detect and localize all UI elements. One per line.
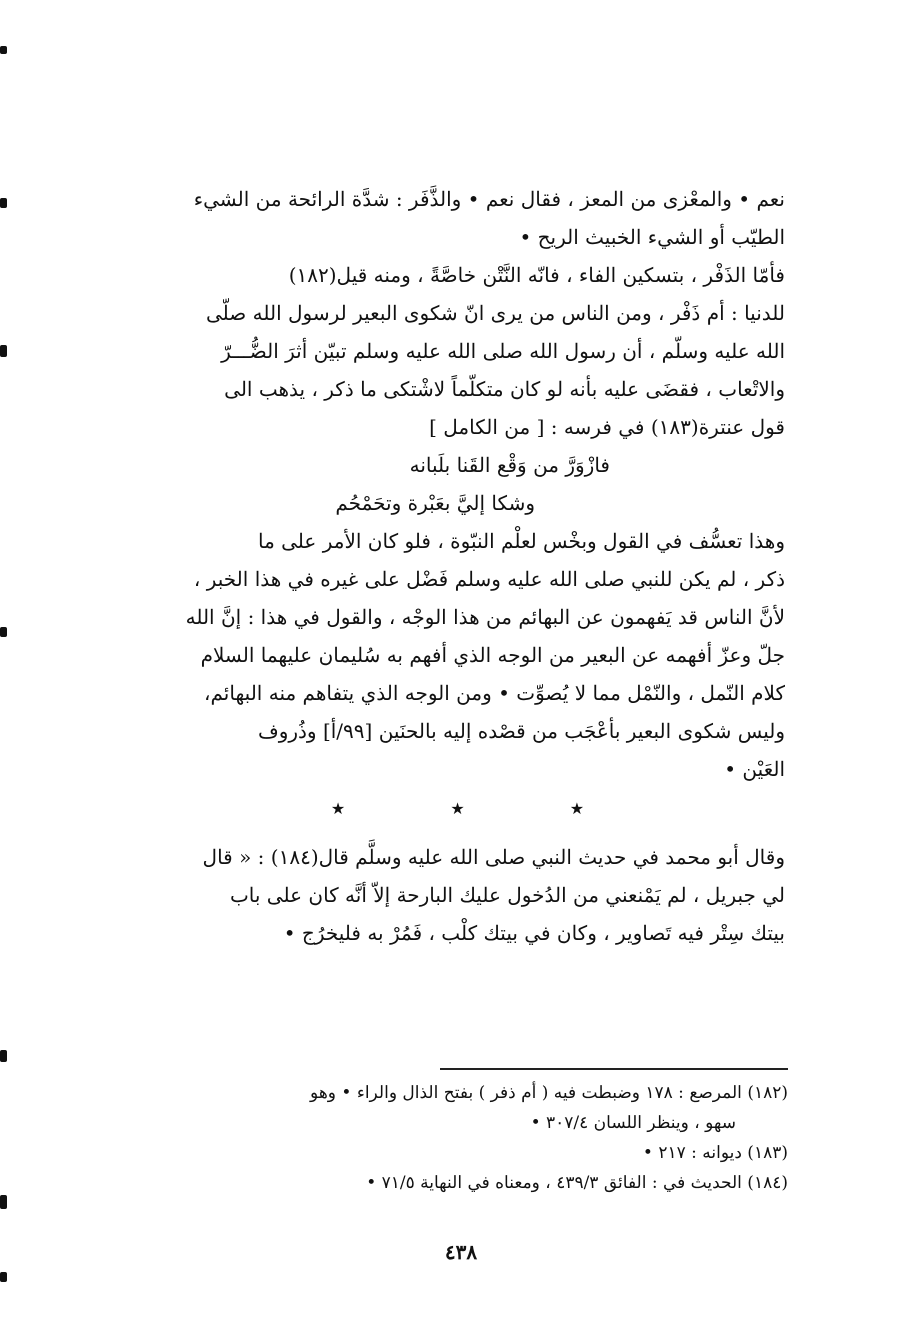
- text-line: الله عليه وسلّم ، أن رسول الله صلى الله عليه وسلم تبيّن أثرَ الضُّـــرّ: [221, 339, 785, 363]
- text-line: فأمّا الذَفْر ، بتسكين الفاء ، فانّه النَّتْن خاصَّةً ، ومنه قيل(١٨٢): [288, 263, 785, 287]
- text-line: العَيْن •: [724, 757, 785, 781]
- verse-hemistich-2: وشكا إليَّ بعَبْرة وتحَمْحُم: [335, 491, 535, 515]
- text-line: وهذا تعسُّف في القول وبخْس لعلْم النبّوة ، فلو كان الأمر على ما: [257, 529, 785, 553]
- text-line: لي جبريل ، لم يَمْنعني من الدُخول عليك البارحة إلاّ أنَّه كان على باب: [229, 883, 785, 907]
- section-separator-stars: ★ ★ ★: [330, 799, 635, 818]
- scan-edge-mark: [0, 627, 7, 637]
- text-line: وليس شكوى البعير بأعْجَب من قصْده إليه بالحنَين [٩٩/أ] وذُروف: [257, 719, 785, 743]
- scan-edge-mark: [0, 1195, 7, 1209]
- text-line: ذكر ، لم يكن للنبي صلى الله عليه وسلم فَضْل على غيره في هذا الخبر ،: [193, 567, 785, 591]
- scan-edge-mark: [0, 345, 7, 357]
- text-line: وقال أبو محمد في حديث النبي صلى الله عليه وسلَّم قال(١٨٤) : « قال: [202, 845, 785, 869]
- footnote-divider: [440, 1068, 788, 1070]
- footnote-183: (١٨٣) ديوانه : ٢١٧ •: [642, 1143, 788, 1163]
- footnote-182-continued: سهو ، وينظر اللسان ٣٠٧/٤ •: [530, 1113, 736, 1133]
- text-line: الطيّب أو الشيء الخبيث الريح •: [519, 225, 785, 249]
- scan-edge-mark: [0, 1050, 7, 1062]
- text-line: والاتْعاب ، فقضَى عليه بأنه لو كان متكلّماً لاشْتكى ما ذكر ، يذهب الى: [224, 377, 785, 401]
- paragraph-2: [130, 522, 785, 788]
- paragraph-3: [130, 838, 785, 952]
- scan-edge-mark: [0, 1272, 7, 1282]
- text-line: نعم • والمعْزى من المعز ، فقال نعم • والذَّفَر : شدَّة الرائحة من الشيء: [193, 187, 785, 211]
- footnote-182: (١٨٢) المرصع : ١٧٨ وضبطت فيه ( أم ذفر ) بفتح الذال والراء • وهو: [310, 1083, 788, 1103]
- text-line: بيتك سِتْر فيه تَصاوير ، وكان في بيتك كلْب ، فَمُرْ به فليخرُج •: [283, 921, 785, 945]
- footnote-184: (١٨٤) الحديث في : الفائق ٤٣٩/٣ ، ومعناه في النهاية ٧١/٥ •: [366, 1173, 788, 1193]
- text-line: للدنيا : أم ذَفْر ، ومن الناس من يرى انّ شكوى البعير لرسول الله صلّى: [206, 301, 785, 325]
- text-line: قول عنترة(١٨٣) في فرسه : [ من الكامل ]: [429, 415, 785, 439]
- spacer: [130, 830, 785, 838]
- paragraph-1: [130, 180, 785, 446]
- scan-edge-mark: [0, 46, 7, 54]
- page-number: ٤٣٨: [444, 1240, 478, 1264]
- poem-verse: [130, 446, 785, 522]
- main-text: [130, 180, 785, 952]
- text-line: جلّ وعزّ أفهمه عن البعير من الوجه الذي أفهم به سُليمان عليهما السلام: [200, 643, 785, 667]
- text-line: لأنَّ الناس قد يَفهمون عن البهائم من هذا الوجْه ، والقول في هذا : إنَّ الله: [185, 605, 785, 629]
- verse-hemistich-1: فازْوَرَّ من وَقْع القَنا بلَبانه: [409, 453, 610, 477]
- text-line: كلام النّمل ، والنّمْل مما لا يُصوِّت • ومن الوجه الذي يتفاهم منه البهائم،: [204, 681, 785, 705]
- scan-edge-mark: [0, 198, 7, 208]
- footnotes: [140, 1078, 788, 1198]
